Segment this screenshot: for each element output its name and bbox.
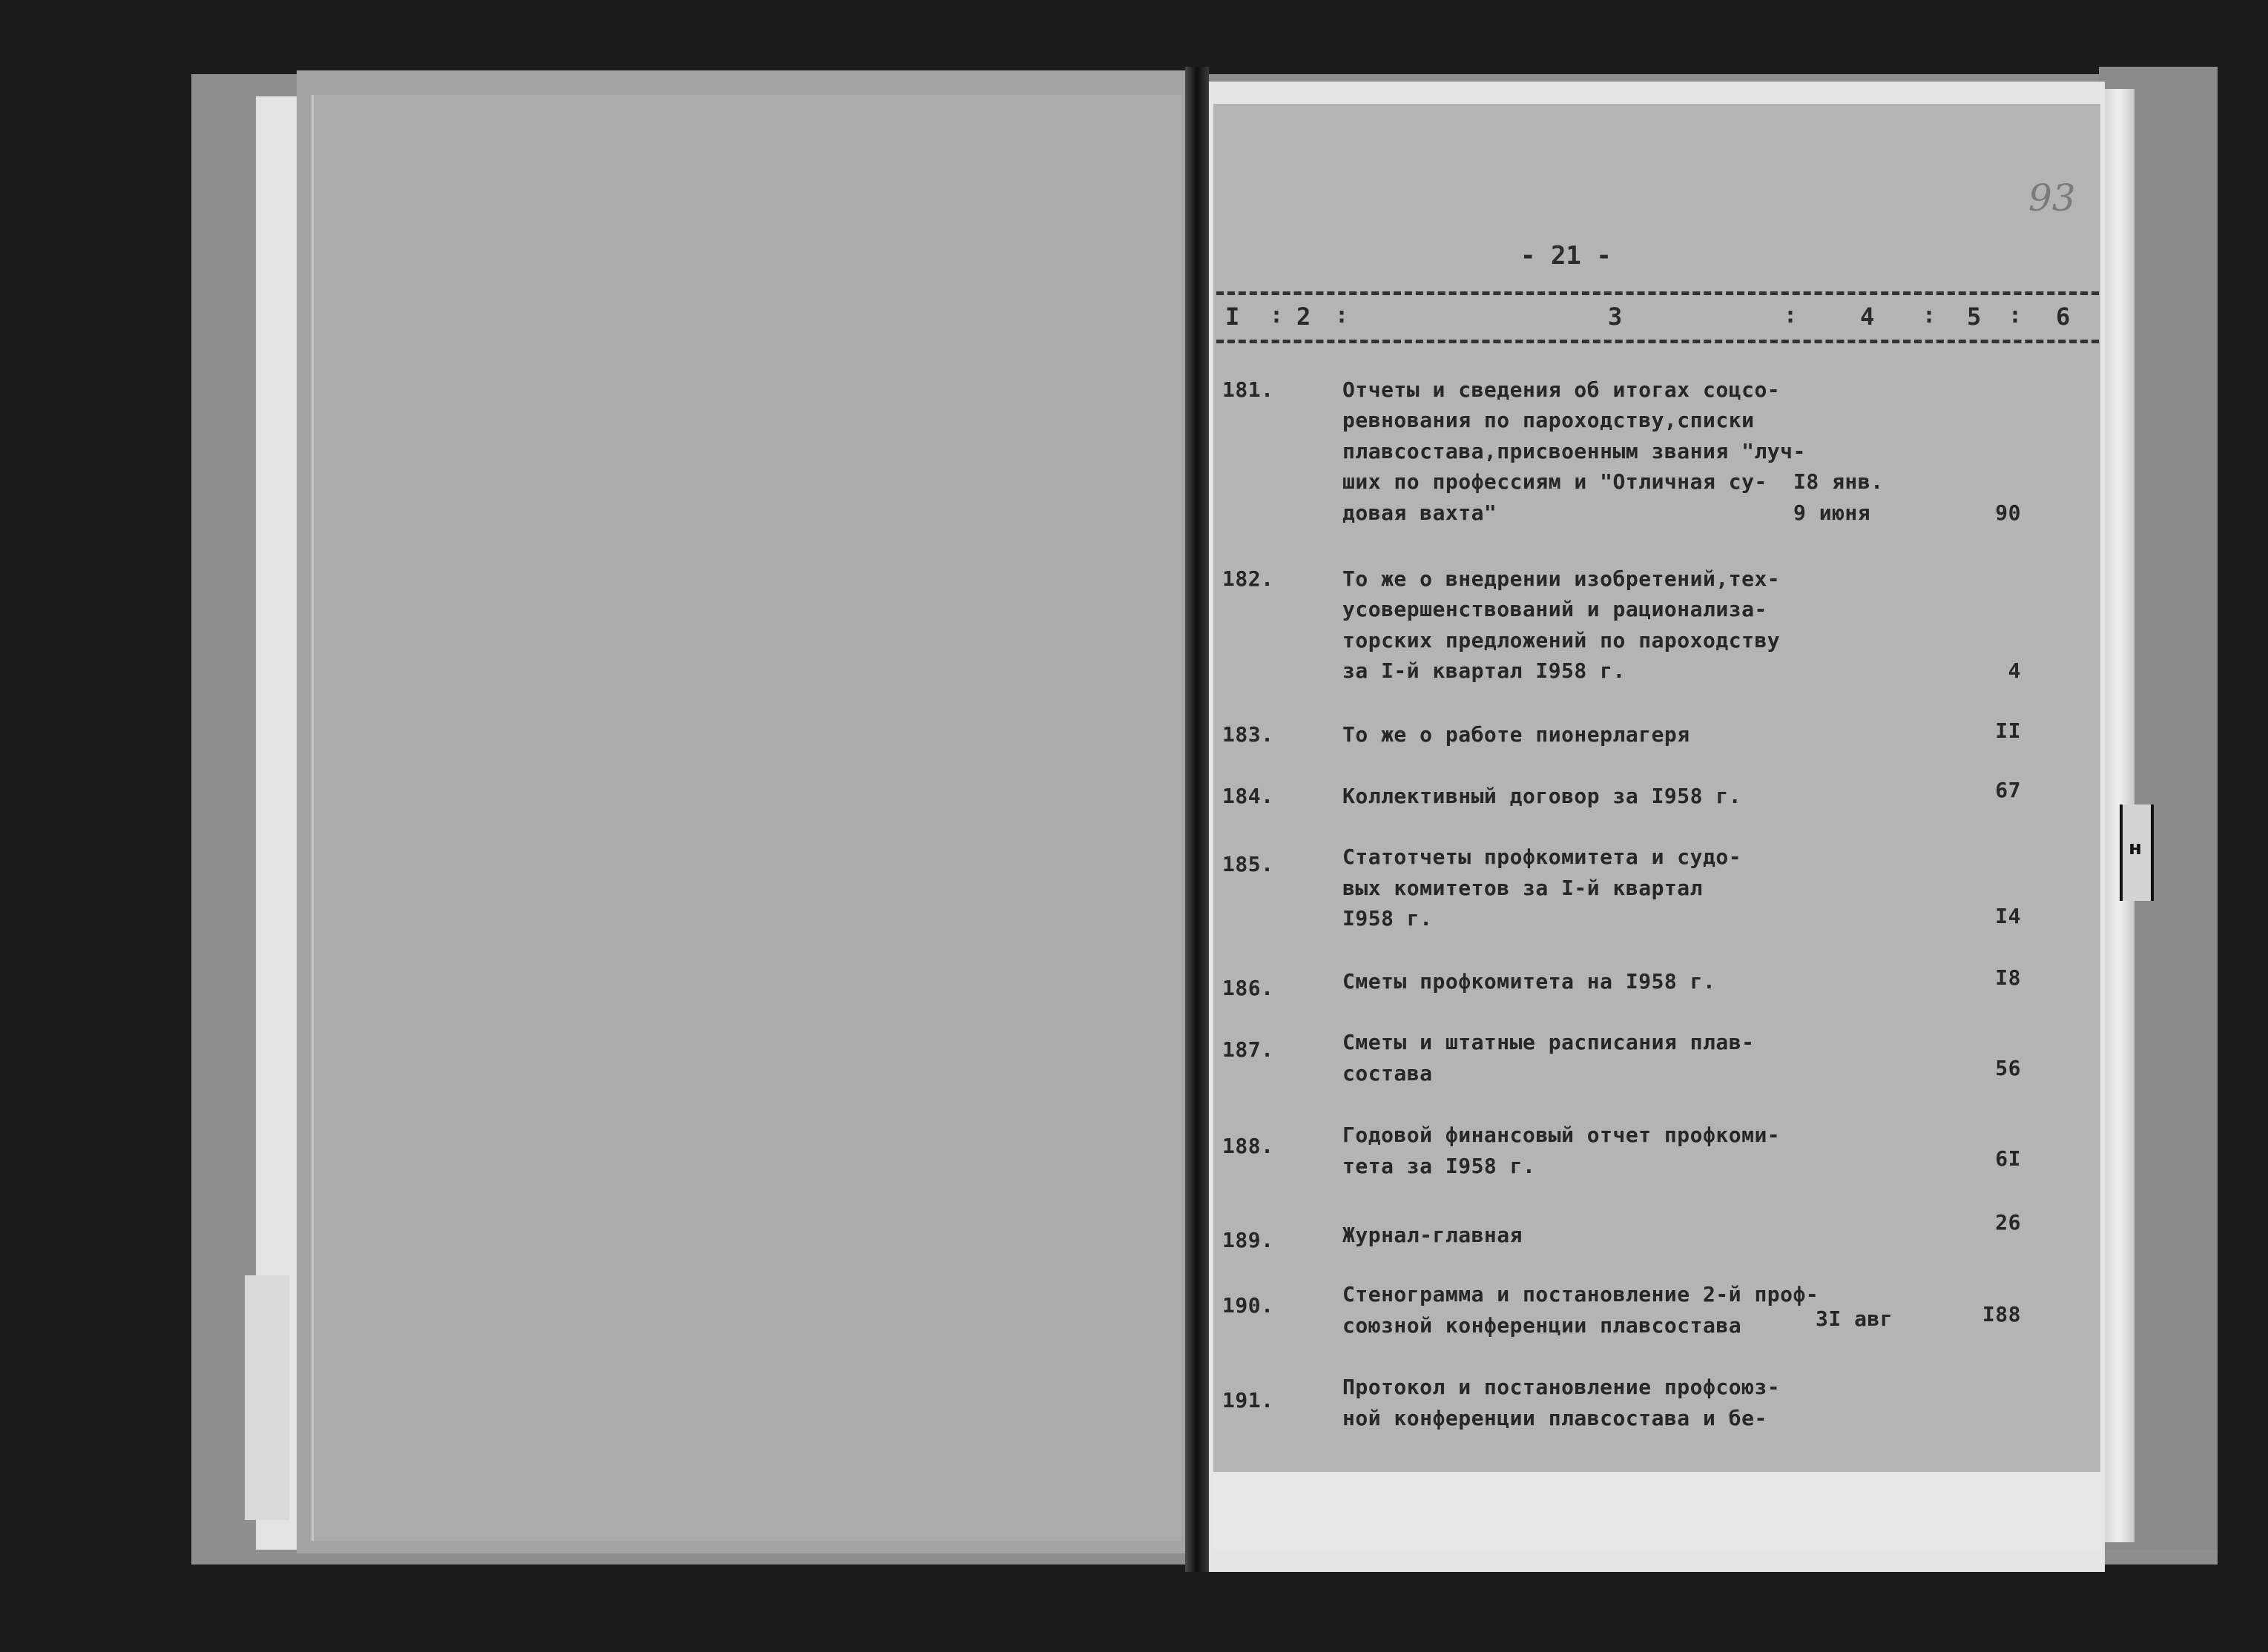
record-dates: 3I авг (1816, 1306, 1893, 1331)
record-sheet-count: I88 (1982, 1302, 2021, 1326)
edge-tab-letter: н (2129, 837, 2142, 859)
record-line: Статотчеты профкомитета и судо- (1342, 845, 1742, 869)
column-separator: : (1922, 303, 1936, 328)
record-number: 183. (1222, 722, 1274, 747)
column-number: 3 (1608, 303, 1623, 331)
column-number: 6 (2056, 303, 2071, 331)
record-line: Сметы и штатные расписания плав- (1342, 1030, 1755, 1054)
record-line: ших по профессиям и "Отличная су- (1342, 469, 1767, 494)
record-line: состава (1342, 1061, 1433, 1086)
record-number: 189. (1222, 1228, 1274, 1252)
record-number: 190. (1222, 1293, 1274, 1318)
record-line: То же о работе пионерлагеря (1342, 722, 1690, 747)
record-number: 184. (1222, 784, 1274, 808)
column-number: 4 (1860, 303, 1875, 331)
record-line: То же о внедрении изобретений,тех- (1342, 566, 1781, 591)
record-line: Коллективный договор за I958 г. (1342, 784, 1742, 808)
record-sheet-count: 56 (1995, 1056, 2021, 1080)
column-separator: : (1784, 303, 1798, 328)
record-line: Отчеты и сведения об итогах соцсо- (1342, 377, 1781, 402)
record-sheet-count: 67 (1995, 778, 2021, 802)
record-number: 181. (1222, 377, 1274, 402)
record-line: усовершенствований и рационализа- (1342, 597, 1767, 621)
sheet-bottom-edge (1213, 1472, 2100, 1550)
record-line: за I-й квартал I958 г. (1342, 658, 1626, 683)
record-number: 186. (1222, 976, 1274, 1000)
record-number: 185. (1222, 852, 1274, 876)
column-number: 5 (1967, 303, 1982, 331)
header-bottom-rule (1216, 340, 2099, 343)
record-sheet-count: II (1995, 718, 2021, 743)
record-line: Журнал-главная (1342, 1223, 1523, 1247)
left-page-tab (245, 1275, 289, 1520)
record-sheet-count: 26 (1995, 1210, 2021, 1235)
record-line: Сметы профкомитета на I958 г. (1342, 969, 1716, 994)
column-number: I (1225, 303, 1240, 331)
record-number: 187. (1222, 1037, 1274, 1062)
pencil-folio-number: 93 (2028, 176, 2076, 219)
record-line: Стенограмма и постановление 2-й проф- (1342, 1282, 1819, 1306)
column-separator: : (1335, 303, 1349, 328)
record-line: торских предложений по пароходству (1342, 628, 1781, 652)
record-line: I958 г. (1342, 906, 1433, 931)
record-line: ной конференции плавсостава и бе- (1342, 1406, 1767, 1430)
header-top-rule (1216, 291, 2099, 295)
record-sheet-count: 4 (2008, 658, 2021, 683)
record-line: довая вахта" (1342, 500, 1497, 525)
record-number: 188. (1222, 1134, 1274, 1158)
record-sheet-count: 6I (1995, 1146, 2021, 1171)
record-sheet-count: 90 (1995, 500, 2021, 525)
record-sheet-count: I8 (1995, 965, 2021, 990)
page-number: - 21 - (1520, 241, 1612, 271)
column-separator: : (2008, 303, 2023, 328)
column-number: 2 (1296, 303, 1311, 331)
book-gutter (1185, 67, 1209, 1572)
record-line: плавсостава,присвоенным звания "луч- (1342, 439, 1806, 463)
record-number: 182. (1222, 566, 1274, 591)
record-number: 191. (1222, 1388, 1274, 1413)
record-line: тета за I958 г. (1342, 1154, 1536, 1178)
left-page-blank-sheet (311, 95, 1181, 1541)
record-line: Годовой финансовый отчет профкоми- (1342, 1123, 1781, 1147)
record-line: Протокол и постановление профсоюз- (1342, 1375, 1781, 1399)
record-sheet-count: I4 (1995, 904, 2021, 928)
record-dates: I8 янв. 9 июня (1793, 469, 1884, 525)
column-separator: : (1270, 303, 1284, 328)
record-line: ревнования по пароходству,списки (1342, 408, 1755, 432)
edge-index-tab (2120, 804, 2154, 901)
record-line: союзной конференции плавсостава (1342, 1313, 1742, 1338)
record-line: вых комитетов за I-й квартал (1342, 876, 1704, 900)
